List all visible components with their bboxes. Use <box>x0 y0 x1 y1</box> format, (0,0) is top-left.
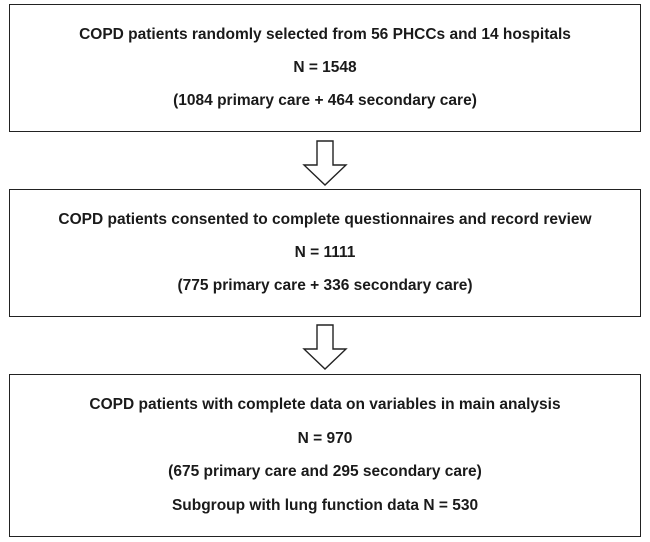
box-consented-breakdown: (775 primary care + 336 secondary care) <box>177 277 473 294</box>
down-arrow-icon <box>302 324 348 370</box>
down-arrow-icon <box>302 140 348 186</box>
box-consented-count: N = 1111 <box>294 244 356 261</box>
box-analysis-breakdown: (675 primary care and 295 secondary care) <box>168 463 482 481</box>
flow-box-selected <box>9 4 641 132</box>
box-selected-description: COPD patients randomly selected from 56 PHCCs and 14 hospitals <box>79 26 571 43</box>
flow-box-consented <box>9 189 641 317</box>
box-consented-description: COPD patients consented to complete questionnaires and record review <box>58 211 592 228</box>
box-analysis-description: COPD patients with complete data on variables in main analysis <box>89 396 561 414</box>
box-analysis-subgroup: Subgroup with lung function data N = 530 <box>171 496 479 514</box>
box-analysis-count: N = 970 <box>297 429 353 447</box>
box-selected-count: N = 1548 <box>293 59 357 76</box>
flow-box-analysis <box>9 374 641 537</box>
box-selected-breakdown: (1084 primary care + 464 secondary care) <box>173 92 477 109</box>
